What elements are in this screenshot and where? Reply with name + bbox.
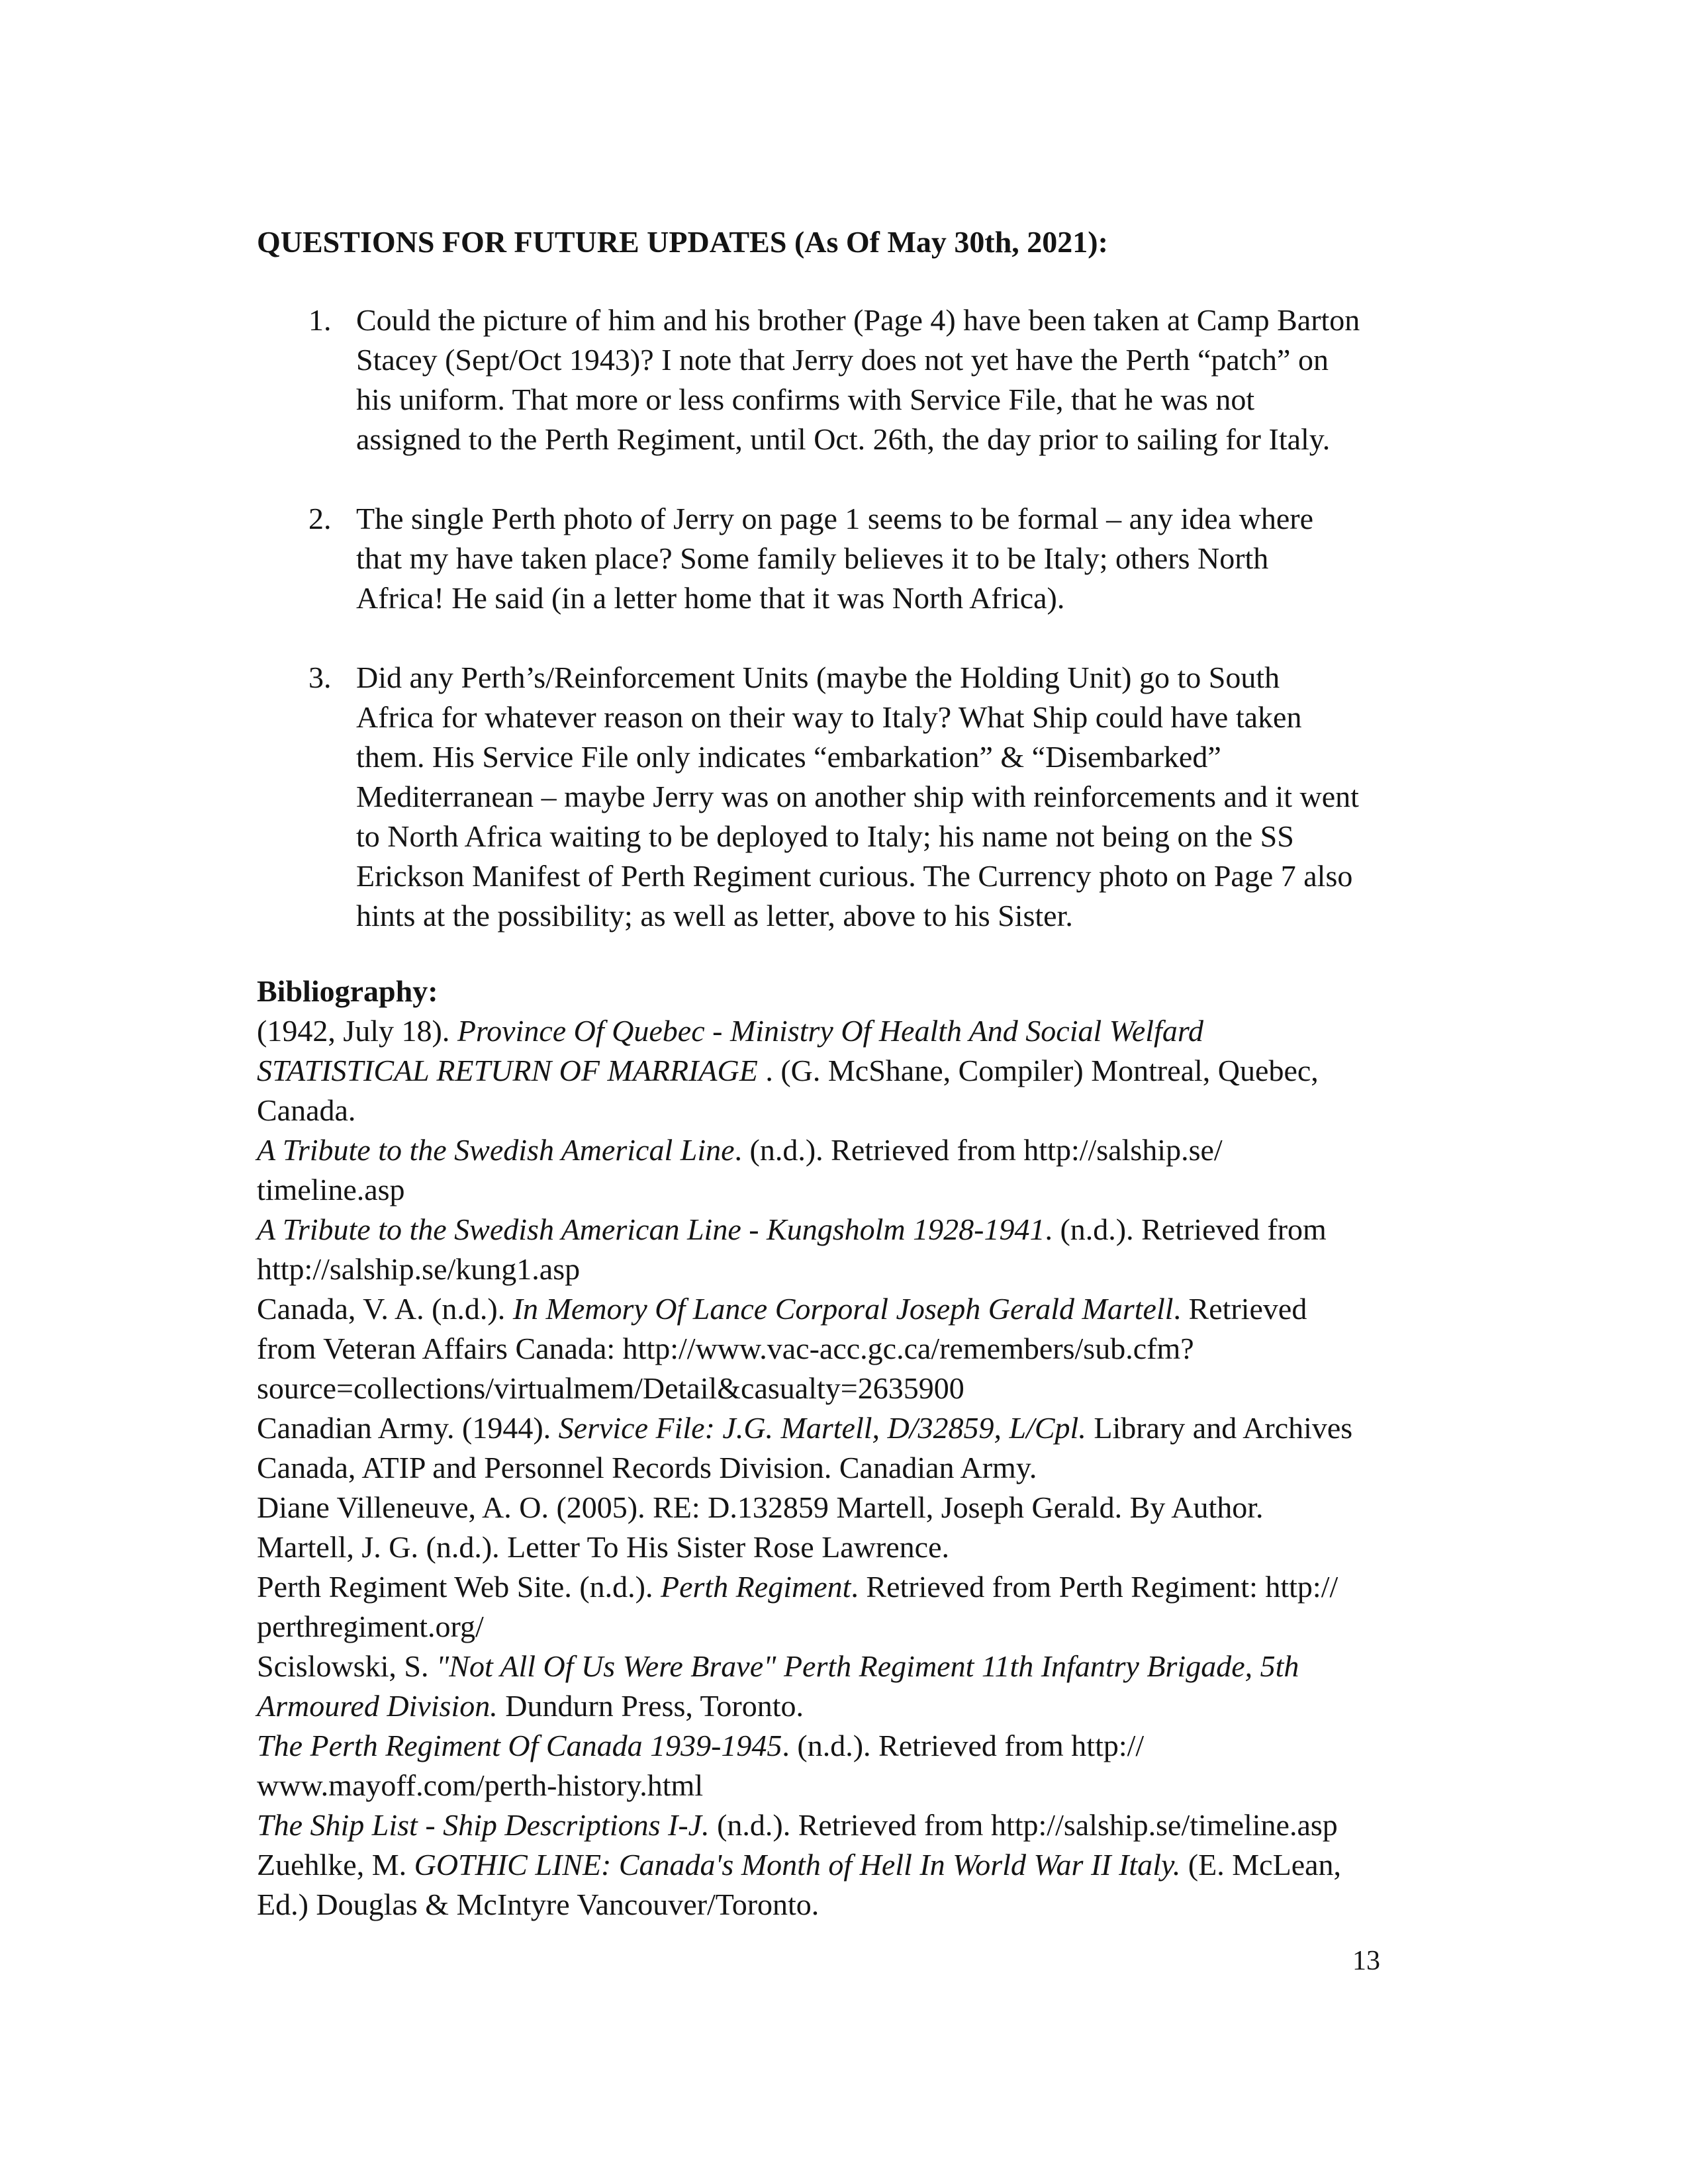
entry-title: In Memory Of Lance Corporal Joseph Gerald Martell [512,1292,1174,1326]
questions-list [257,300,1395,936]
entry-text: Canada, ATIP and Personnel Records Division. Canadian Army. [257,1451,1037,1484]
bibliography-entry [257,1567,1395,1647]
questions-heading: QUESTIONS FOR FUTURE UPDATES (As Of May 30th, 2021): [257,225,1108,259]
entry-text: . (n.d.). Retrieved from http:// [782,1729,1145,1762]
entry-text: Scislowski, S. [257,1649,436,1683]
entry-text: . (G. McShane, Compiler) Montreal, Quebec, [757,1054,1319,1087]
entry-text: source=collections/virtualmem/Detail&casualty=2635900 [257,1371,964,1405]
page-number: 13 [1352,1946,1380,1976]
entry-text: Canadian Army. (1944). [257,1411,559,1445]
entry-title: Service File: J.G. Martell, D/32859, L/Cpl. [558,1411,1086,1445]
entry-text: (n.d.). Retrieved from http://salship.se/timeline.asp [709,1808,1338,1842]
question-line: Did any Perth’s/Reinforcement Units (maybe the Holding Unit) go to South [356,660,1280,694]
bibliography-entry [257,1011,1395,1130]
question-item [257,499,1395,618]
entry-text: http://salship.se/kung1.asp [257,1252,581,1286]
entry-text: Martell, J. G. (n.d.). Letter To His Sister Rose Lawrence. [257,1530,950,1564]
question-line: Stacey (Sept/Oct 1943)? I note that Jerry does not yet have the Perth “patch” on [356,343,1329,377]
entry-title: The Ship List - Ship Descriptions I-J. [257,1808,710,1842]
entry-title: A Tribute to the Swedish American Line - Kungsholm 1928-1941 [257,1212,1045,1246]
question-line: Could the picture of him and his brother (Page 4) have been taken at Camp Barton [356,303,1360,337]
question-line: his uniform. That more or less confirms with Service File, that he was not [356,383,1255,416]
question-line: Mediterranean – maybe Jerry was on another ship with reinforcements and it went [356,780,1359,813]
entry-text: . Retrieved from Perth Regiment: http:// [851,1570,1338,1604]
page-content [257,222,1395,1925]
question-line: Africa for whatever reason on their way to Italy? What Ship could have taken [356,700,1302,734]
entry-title: GOTHIC LINE: Canada's Month of Hell In World War II Italy. [414,1848,1181,1882]
entry-title: The Perth Regiment Of Canada 1939-1945 [257,1729,782,1762]
entry-text: Zuehlke, M. [257,1848,414,1882]
entry-text: . (n.d.). Retrieved from [1045,1212,1327,1246]
entry-text: (1942, July 18). [257,1014,457,1048]
entry-text: Diane Villeneuve, A. O. (2005). RE: D.132859 Martell, Joseph Gerald. By Author. [257,1490,1264,1524]
entry-text: www.mayoff.com/perth-history.html [257,1768,704,1802]
question-item [257,658,1395,936]
question-line: Erickson Manifest of Perth Regiment curious. The Currency photo on Page 7 also [356,859,1353,893]
entry-title: STATISTICAL RETURN OF MARRIAGE [257,1054,758,1087]
bibliography-list [257,1011,1395,1925]
question-item [257,300,1395,459]
question-line: Africa! He said (in a letter home that it was North Africa). [356,581,1065,615]
bibliography-entry [257,1726,1395,1805]
entry-text: Perth Regiment Web Site. (n.d.). [257,1570,661,1604]
question-line: them. His Service File only indicates “embarkation” & “Disembarked” [356,740,1221,774]
bibliography-heading: Bibliography: [257,974,438,1008]
question-line: hints at the possibility; as well as letter, above to his Sister. [356,899,1073,933]
entry-title: "Not All Of Us Were Brave" Perth Regiment 11th Infantry Brigade, 5th [436,1649,1299,1683]
question-number: 1. [308,303,332,337]
bibliography-entry [257,1805,1395,1845]
entry-text: Dundurn Press, Toronto. [497,1689,804,1723]
question-line: assigned to the Perth Regiment, until Oct. 26th, the day prior to sailing for Italy. [356,422,1331,456]
question-line: to North Africa waiting to be deployed to Italy; his name not being on the SS [356,819,1294,853]
entry-text: from Veteran Affairs Canada: http://www.vac-acc.gc.ca/remembers/sub.cfm? [257,1332,1194,1365]
bibliography-entry [257,1408,1395,1488]
entry-text: perthregiment.org/ [257,1610,484,1643]
question-line: that my have taken place? Some family believes it to be Italy; others North [356,541,1269,575]
question-number: 2. [308,502,332,535]
entry-text: Canada. [257,1093,356,1127]
bibliography-entry [257,1647,1395,1726]
bibliography-entry [257,1210,1395,1289]
question-line: The single Perth photo of Jerry on page 1 seems to be formal – any idea where [356,502,1314,535]
entry-text: Canada, V. A. (n.d.). [257,1292,513,1326]
bibliography-entry [257,1527,1395,1567]
entry-text: (E. McLean, [1180,1848,1342,1882]
entry-title: Armoured Division. [257,1689,498,1723]
entry-text: Ed.) Douglas & McIntyre Vancouver/Toronto. [257,1888,820,1921]
entry-title: Province Of Quebec - Ministry Of Health And Social Welfard [457,1014,1204,1048]
question-number: 3. [308,660,332,694]
entry-title: Perth Regiment [660,1570,851,1604]
entry-text: . (n.d.). Retrieved from http://salship.se/ [734,1133,1223,1167]
bibliography-entry [257,1289,1395,1408]
entry-text: Library and Archives [1086,1411,1353,1445]
bibliography-entry [257,1130,1395,1210]
entry-title: A Tribute to the Swedish Americal Line [257,1133,735,1167]
bibliography-entry [257,1845,1395,1925]
entry-text: . Retrieved [1173,1292,1307,1326]
bibliography-entry [257,1488,1395,1527]
entry-text: timeline.asp [257,1173,405,1206]
